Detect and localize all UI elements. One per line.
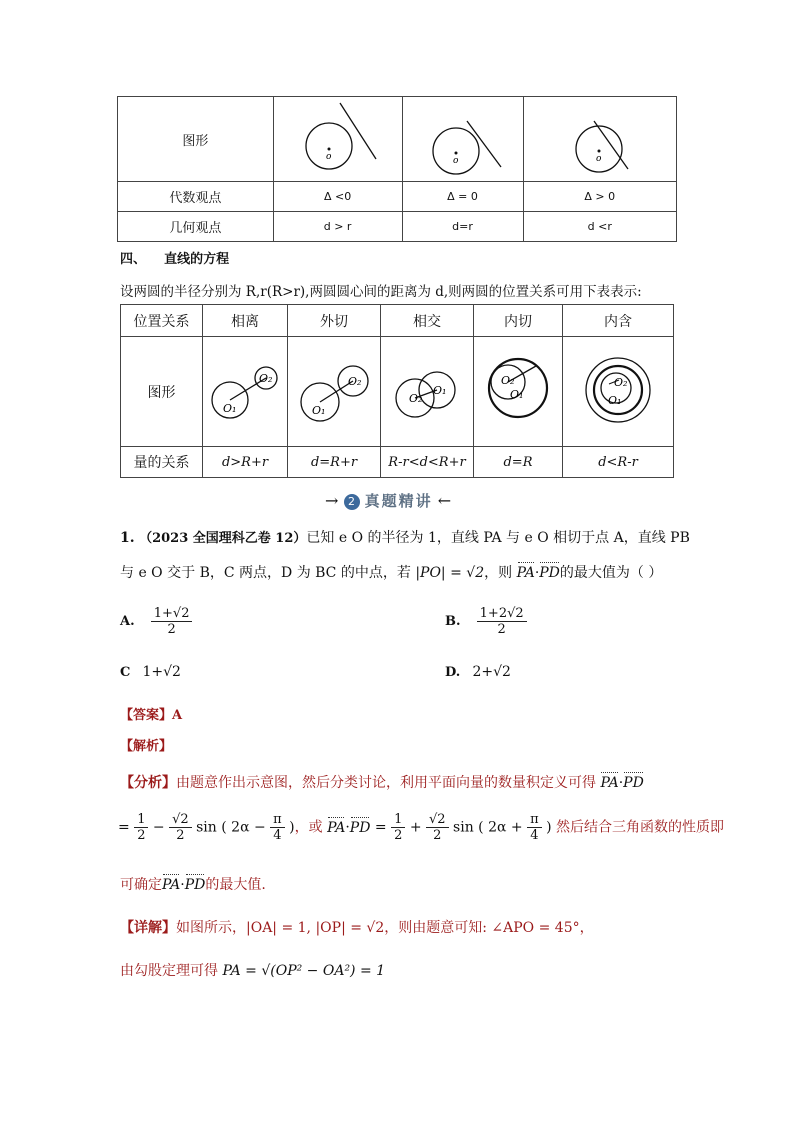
svg-text:O₁: O₁ <box>608 393 622 407</box>
svg-text:o: o <box>452 156 458 166</box>
problem-number: 1. <box>120 530 135 546</box>
fenxi-equation: = $\frac{1}{2}$ − $\frac{√2}{2}$ sin ( 2α − $\frac{\pi}{4}$ )，或 PA·PD = $\frac{1}{2}$ + $\frac{√2}{2}$ sin ( 2α + $\frac{\pi}{4}$ ) 然后结合三角函数的性质即 <box>118 812 724 843</box>
svg-text:O₁: O₁ <box>510 387 524 401</box>
right-arrow: ← <box>437 491 452 510</box>
figure-tangent <box>402 97 523 182</box>
figure-intersecting <box>381 337 474 447</box>
option-c[interactable]: C 1+√2 <box>120 664 181 680</box>
contained-circles-diagram <box>563 340 673 440</box>
row-label-figure: 图形 <box>118 97 274 182</box>
figure-intersect <box>523 97 676 182</box>
section-heading <box>120 248 229 267</box>
svg-text:O₂: O₂ <box>501 373 515 387</box>
problem-line-2: 与 e O 交于 B，C 两点，D 为 BC 的中点，若 |PO| = √2，则 PA·PD的最大值为（ ） <box>120 565 663 581</box>
answer-label: 【答案】 <box>120 708 173 723</box>
banner-title: 真题精讲 <box>364 492 433 510</box>
svg-text:O₁: O₁ <box>223 401 237 415</box>
fenxi-line-3: 可确定PA·PD的最大值. <box>120 877 266 893</box>
svg-text:O₂: O₂ <box>409 391 423 405</box>
row-label-geometry: 几何观点 <box>118 212 274 242</box>
svg-text:O₁: O₁ <box>433 383 447 397</box>
svg-text:O₂: O₂ <box>614 375 628 389</box>
two-circles-table: 位置关系 相离 外切 相交 内切 内含 图形 O₁ O₂ O₁ O₂ O₂ O₁ O₂ O₁ O₂ O₁ 量的关系 d>R+r d=R+r R-r<d<R+r d=R d<R-r <box>120 304 674 478</box>
answer-line <box>120 704 182 723</box>
left-arrow: → <box>325 491 339 510</box>
circle-line-tangent-diagram <box>403 97 523 177</box>
svg-text:O₂: O₂ <box>348 374 362 388</box>
svg-text:O₁: O₁ <box>312 403 326 417</box>
figure-separate <box>273 97 402 182</box>
line-circle-table: 图形 o o o 代数观点 Δ <0 Δ = 0 Δ > 0 几何观点 d > r d=r d <r <box>117 96 677 242</box>
fenxi-line-1: 【分析】由题意作出示意图，然后分类讨论，利用平面向量的数量积定义可得 PA·PD <box>120 775 644 791</box>
detail-line-2: 由勾股定理可得 PA = √(OP² − OA²) = 1 <box>120 963 386 979</box>
option-b[interactable]: B. $\frac{1+2√2}{2}$ <box>445 606 527 637</box>
circle-line-intersect-diagram <box>540 97 660 177</box>
row-label-algebra: 代数观点 <box>118 182 274 212</box>
section-number: 四、 <box>120 252 147 267</box>
detail-line-1: 【详解】如图所示，|OA| = 1, |OP| = √2，则由题意可知: ∠APO = 45°， <box>120 920 594 936</box>
svg-text:O₂: O₂ <box>259 371 273 385</box>
figure-contained <box>563 337 674 447</box>
intro-paragraph: 设两圆的半径分别为 R,r(R>r),两圆圆心间的距离为 d,则两圆的位置关系可用下表表示: <box>120 284 642 300</box>
banner-number-badge: 2 <box>344 494 360 510</box>
circle-line-separate-diagram <box>278 97 398 177</box>
vector-pa: PA <box>516 565 535 581</box>
answer-value: A <box>172 708 183 723</box>
problem-source: （2023 全国理科乙卷 12） <box>139 531 307 546</box>
analysis-label: 【解析】 <box>120 739 173 754</box>
option-d[interactable]: D. 2+√2 <box>445 664 511 680</box>
figure-external-tangent <box>288 337 381 447</box>
intersecting-circles-diagram <box>381 340 473 440</box>
svg-text:o: o <box>595 154 602 164</box>
section-banner <box>325 490 451 512</box>
center-label: o <box>325 152 331 162</box>
problem-line-1: 1. （2023 全国理科乙卷 12）已知 e O 的半径为 1，直线 PA 与 e O 相切于点 A，直线 PB <box>120 530 690 546</box>
external-tangent-diagram <box>288 340 380 440</box>
internal-tangent-diagram <box>474 340 562 440</box>
option-a[interactable]: A. $\frac{1+√2}{2}$ <box>120 606 192 637</box>
figure-separate-circles <box>203 337 288 447</box>
vector-pd: PD <box>539 565 560 581</box>
separate-circles-diagram <box>203 340 287 440</box>
section-title: 直线的方程 <box>164 252 230 267</box>
figure-internal-tangent <box>474 337 563 447</box>
